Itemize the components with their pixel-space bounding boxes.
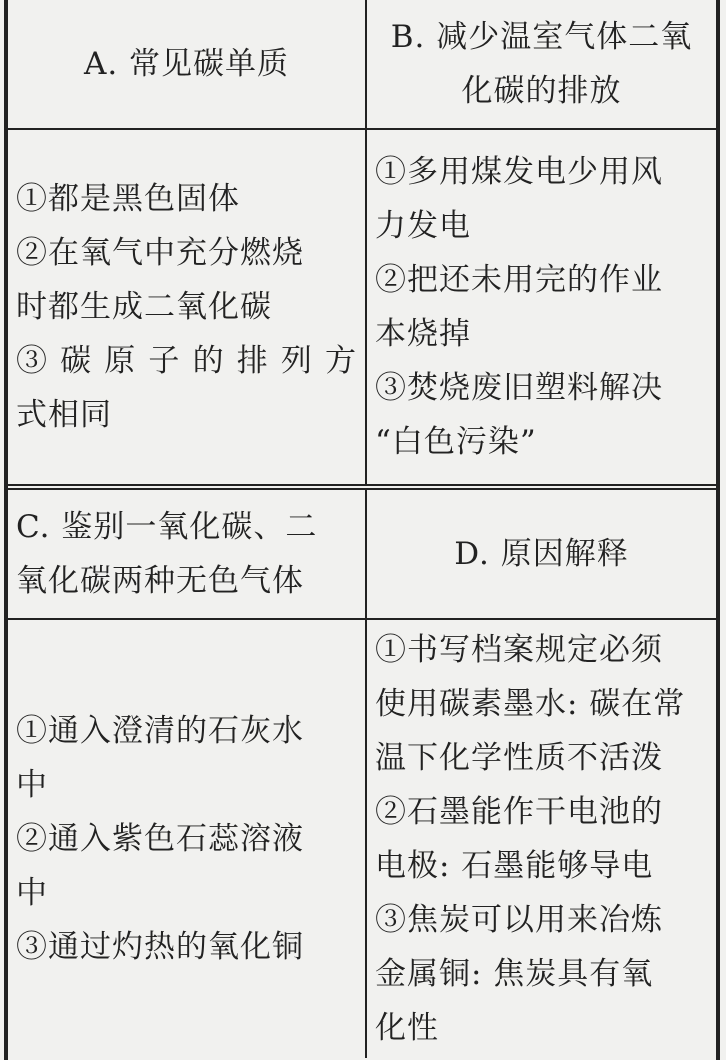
d-item-8: 化性 [375, 1010, 439, 1046]
cell-b-header [366, 0, 716, 129]
b-item-5: ③焚烧废旧塑料解决 [375, 370, 663, 406]
d-item-1: ①书写档案规定必须 [375, 632, 663, 668]
c-item-2: 中 [16, 767, 48, 803]
b-item-4: 本烧掉 [375, 316, 471, 352]
a-item-5: 式相同 [16, 397, 112, 433]
header-c-line-1: C. 鉴别一氧化碳、二 [16, 509, 318, 545]
question-table-frame [4, 0, 720, 1060]
cell-c-content [8, 619, 366, 1058]
b-item-3: ②把还未用完的作业 [375, 262, 663, 298]
d-item-3: 温下化学性质不活泼 [375, 740, 663, 776]
header-b-line-1: B. 减少温室气体二氧 [390, 19, 693, 55]
c-item-3: ②通入紫色石蕊溶液 [16, 821, 304, 857]
d-item-2: 使用碳素墨水: 碳在常 [375, 686, 686, 722]
cell-c-header [8, 487, 366, 619]
table-row [8, 0, 716, 129]
d-item-5: 电极: 石墨能够导电 [375, 848, 654, 884]
table-row [8, 619, 716, 1058]
header-b-line-2: 化碳的排放 [461, 73, 622, 109]
header-c-line-2: 氧化碳两种无色气体 [16, 563, 304, 599]
d-item-7: 金属铜: 焦炭具有氧 [375, 956, 654, 992]
b-item-2: 力发电 [375, 208, 471, 244]
c-item-1: ①通入澄清的石灰水 [16, 713, 304, 749]
options-table [8, 0, 716, 1058]
cell-b-content [366, 129, 716, 487]
c-item-4: 中 [16, 875, 48, 911]
cell-d-header [366, 487, 716, 619]
cell-d-content [366, 619, 716, 1058]
d-item-6: ③焦炭可以用来冶炼 [375, 902, 663, 938]
header-d: D. 原因解释 [454, 536, 629, 572]
table-row [8, 487, 716, 619]
b-item-6: “白色污染” [375, 424, 537, 460]
b-item-1: ①多用煤发电少用风 [375, 154, 663, 190]
d-item-4: ②石墨能作干电池的 [375, 794, 663, 830]
a-item-1: ①都是黑色固体 [16, 181, 240, 217]
c-item-5: ③通过灼热的氧化铜 [16, 929, 304, 965]
a-item-4: ③碳原子的排列方 [16, 343, 357, 379]
header-a: A. 常见碳单质 [83, 46, 290, 82]
cell-a-header [8, 0, 366, 129]
a-item-3: 时都生成二氧化碳 [16, 289, 272, 325]
table-row [8, 129, 716, 487]
a-item-2: ②在氧气中充分燃烧 [16, 235, 304, 271]
cell-a-content [8, 129, 366, 487]
